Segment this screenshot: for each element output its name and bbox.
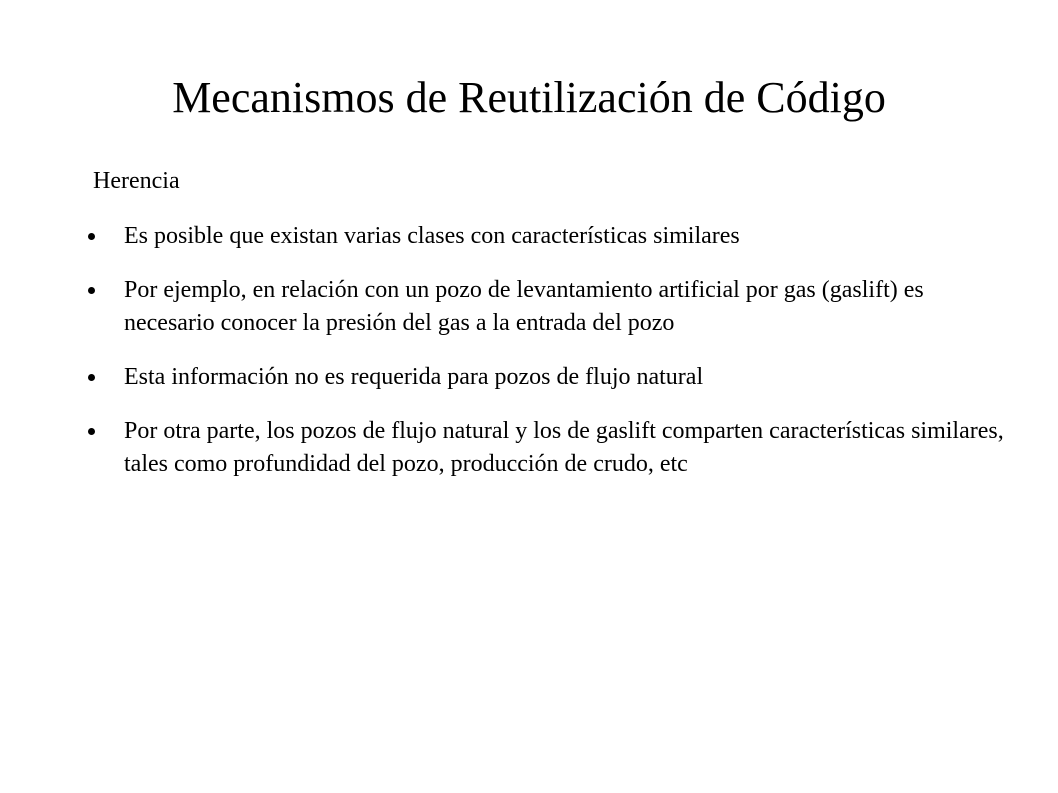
- bullet-dot-icon: [88, 233, 95, 240]
- bullet-text: Por ejemplo, en relación con un pozo de levantamiento artificial por gas (gaslift) es necesario conocer la presión del gas a la entrada del pozo: [124, 277, 924, 336]
- bullet-dot-icon: [88, 287, 95, 294]
- slide-title: Mecanismos de Reutilización de Código: [172, 73, 886, 122]
- bullet-dot-icon: [88, 428, 95, 435]
- bullet-item: [88, 274, 1018, 340]
- bullet-item: [88, 361, 1018, 394]
- bullet-list: [88, 220, 1018, 502]
- slide-subheading: Herencia: [93, 168, 180, 194]
- bullet-item: [88, 220, 1018, 253]
- bullet-dot-icon: [88, 374, 95, 381]
- bullet-item: [88, 415, 1018, 481]
- bullet-text: Esta información no es requerida para pozos de flujo natural: [124, 364, 704, 390]
- bullet-text: Por otra parte, los pozos de flujo natural y los de gaslift comparten características similares, tales como profundidad del pozo, producción de crudo, etc: [124, 418, 1004, 477]
- bullet-text: Es posible que existan varias clases con características similares: [124, 223, 740, 249]
